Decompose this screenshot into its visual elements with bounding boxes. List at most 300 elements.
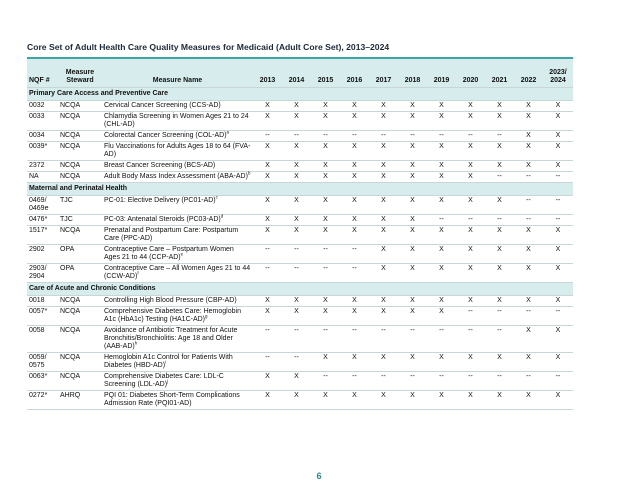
nqf-cell: 0469/ 0469e xyxy=(27,196,58,215)
year-mark-cell: X xyxy=(485,296,514,307)
year-mark-cell: -- xyxy=(427,215,456,226)
nqf-cell: 0057* xyxy=(27,307,58,326)
year-mark-cell: X xyxy=(340,101,369,112)
measure-name-text: Chlamydia Screening in Women Ages 21 to 24 (CHL-AD) xyxy=(104,113,249,128)
year-mark-cell: X xyxy=(427,101,456,112)
nqf-cell: 2903/ 2904 xyxy=(27,264,58,283)
year-mark-cell: X xyxy=(369,215,398,226)
year-mark-cell: X xyxy=(543,101,573,112)
table-row xyxy=(27,161,573,172)
table-row xyxy=(27,391,573,410)
year-mark-cell: X xyxy=(514,112,543,131)
measure-name-text: Colorectal Cancer Screening (COL-AD) xyxy=(104,132,227,139)
year-mark-cell: X xyxy=(340,142,369,161)
table-row xyxy=(27,142,573,161)
year-mark-cell: X xyxy=(485,391,514,410)
year-mark-cell: -- xyxy=(253,264,282,283)
year-mark-cell: X xyxy=(398,142,427,161)
year-mark-cell: -- xyxy=(311,264,340,283)
footnote-marker: f xyxy=(137,270,139,276)
year-mark-cell: X xyxy=(311,142,340,161)
steward-cell: NCQA xyxy=(58,372,102,391)
year-mark-cell: X xyxy=(543,326,573,353)
year-mark-cell: X xyxy=(253,372,282,391)
year-mark-cell: X xyxy=(398,296,427,307)
year-mark-cell: -- xyxy=(514,307,543,326)
nqf-cell: 0034 xyxy=(27,131,58,142)
measure-name-cell xyxy=(102,172,253,183)
footnote-marker: j xyxy=(167,378,169,384)
year-mark-cell: -- xyxy=(282,326,311,353)
year-mark-cell: X xyxy=(514,101,543,112)
year-mark-cell: -- xyxy=(514,196,543,215)
year-mark-cell: X xyxy=(514,264,543,283)
year-mark-cell: X xyxy=(340,172,369,183)
year-mark-cell: X xyxy=(514,353,543,372)
year-mark-cell: X xyxy=(282,307,311,326)
year-mark-cell: -- xyxy=(311,372,340,391)
year-mark-cell: -- xyxy=(311,326,340,353)
table-row xyxy=(27,112,573,131)
steward-cell: NCQA xyxy=(58,307,102,326)
measure-name-cell xyxy=(102,296,253,307)
header-steward: Measure Steward xyxy=(58,59,102,88)
steward-cell: NCQA xyxy=(58,161,102,172)
steward-cell: TJC xyxy=(58,215,102,226)
year-mark-cell: -- xyxy=(398,131,427,142)
year-mark-cell: X xyxy=(311,307,340,326)
year-mark-cell: -- xyxy=(253,326,282,353)
page-number: 6 xyxy=(316,471,322,481)
table-row xyxy=(27,131,573,142)
nqf-cell: 0272* xyxy=(27,391,58,410)
section-row xyxy=(27,283,573,296)
year-mark-cell: X xyxy=(514,226,543,245)
year-mark-cell: X xyxy=(369,226,398,245)
header-year: 2013 xyxy=(253,59,282,88)
year-mark-cell: -- xyxy=(427,131,456,142)
year-mark-cell: X xyxy=(514,161,543,172)
measures-table xyxy=(27,59,573,410)
year-mark-cell: X xyxy=(543,296,573,307)
year-mark-cell: X xyxy=(398,112,427,131)
header-row xyxy=(27,59,573,88)
year-mark-cell: X xyxy=(253,172,282,183)
year-mark-cell: X xyxy=(398,215,427,226)
year-mark-cell: X xyxy=(543,245,573,264)
year-mark-cell: -- xyxy=(543,215,573,226)
year-mark-cell: -- xyxy=(253,131,282,142)
measure-name-cell xyxy=(102,196,253,215)
year-mark-cell: X xyxy=(340,307,369,326)
year-mark-cell: X xyxy=(253,215,282,226)
year-mark-cell: X xyxy=(311,161,340,172)
year-mark-cell: X xyxy=(369,264,398,283)
table-row xyxy=(27,372,573,391)
measure-name-cell xyxy=(102,112,253,131)
steward-cell: NCQA xyxy=(58,131,102,142)
year-mark-cell: -- xyxy=(514,372,543,391)
year-mark-cell: -- xyxy=(398,372,427,391)
year-mark-cell: -- xyxy=(282,245,311,264)
measure-name-text: Controlling High Blood Pressure (CBP-AD) xyxy=(104,297,237,304)
year-mark-cell: X xyxy=(340,112,369,131)
year-mark-cell: -- xyxy=(485,307,514,326)
year-mark-cell: X xyxy=(311,101,340,112)
year-mark-cell: X xyxy=(456,196,485,215)
year-mark-cell: X xyxy=(340,391,369,410)
year-mark-cell: -- xyxy=(369,326,398,353)
year-mark-cell: X xyxy=(456,172,485,183)
year-mark-cell: X xyxy=(485,161,514,172)
year-mark-cell: -- xyxy=(543,196,573,215)
year-mark-cell: X xyxy=(456,353,485,372)
table-row xyxy=(27,172,573,183)
nqf-cell: 0033 xyxy=(27,112,58,131)
year-mark-cell: X xyxy=(543,391,573,410)
year-mark-cell: -- xyxy=(514,172,543,183)
nqf-cell: 0063* xyxy=(27,372,58,391)
measure-name-cell xyxy=(102,226,253,245)
year-mark-cell: X xyxy=(282,142,311,161)
year-mark-cell: X xyxy=(427,161,456,172)
year-mark-cell: X xyxy=(369,142,398,161)
measure-name-text: Comprehensive Diabetes Care: LDL-C Screening (LDL-AD) xyxy=(104,373,224,388)
year-mark-cell: -- xyxy=(543,307,573,326)
year-mark-cell: X xyxy=(311,172,340,183)
measure-name-cell xyxy=(102,353,253,372)
measure-name-text: Adult Body Mass Index Assessment (ABA-AD) xyxy=(104,173,248,180)
year-mark-cell: X xyxy=(398,196,427,215)
year-mark-cell: X xyxy=(282,161,311,172)
nqf-cell: 1517* xyxy=(27,226,58,245)
year-mark-cell: -- xyxy=(456,326,485,353)
year-mark-cell: X xyxy=(427,264,456,283)
year-mark-cell: X xyxy=(340,226,369,245)
year-mark-cell: X xyxy=(543,226,573,245)
year-mark-cell: -- xyxy=(282,131,311,142)
measure-name-text: Comprehensive Diabetes Care: Hemoglobin A1c (HbA1c) Testing (HA1C-AD) xyxy=(104,308,241,323)
year-mark-cell: X xyxy=(543,264,573,283)
year-mark-cell: -- xyxy=(369,131,398,142)
year-mark-cell: X xyxy=(398,226,427,245)
year-mark-cell: -- xyxy=(485,372,514,391)
year-mark-cell: -- xyxy=(311,131,340,142)
year-mark-cell: X xyxy=(543,161,573,172)
year-mark-cell: X xyxy=(398,245,427,264)
year-mark-cell: X xyxy=(514,245,543,264)
year-mark-cell: X xyxy=(253,296,282,307)
steward-cell: NCQA xyxy=(58,226,102,245)
header-year: 2021 xyxy=(485,59,514,88)
table-row xyxy=(27,296,573,307)
steward-cell: NCQA xyxy=(58,326,102,353)
year-mark-cell: X xyxy=(543,131,573,142)
steward-cell: OPA xyxy=(58,245,102,264)
table-row xyxy=(27,307,573,326)
year-mark-cell: X xyxy=(311,196,340,215)
year-mark-cell: X xyxy=(311,215,340,226)
footnote-marker: b xyxy=(247,170,251,176)
year-mark-cell: X xyxy=(427,112,456,131)
header-nqf: NQF # xyxy=(27,59,58,88)
year-mark-cell: X xyxy=(253,161,282,172)
year-mark-cell: X xyxy=(514,326,543,353)
year-mark-cell: X xyxy=(369,307,398,326)
steward-cell: NCQA xyxy=(58,353,102,372)
footnote-marker: h xyxy=(134,340,138,346)
measure-name-text: PQI 01: Diabetes Short-Term Complications Admission Rate (PQI01-AD) xyxy=(104,392,240,407)
table-row xyxy=(27,264,573,283)
year-mark-cell: X xyxy=(398,353,427,372)
nqf-cell: 0476* xyxy=(27,215,58,226)
year-mark-cell: -- xyxy=(369,372,398,391)
measure-name-text: PC-03: Antenatal Steroids (PC03-AD) xyxy=(104,216,221,223)
year-mark-cell: X xyxy=(427,172,456,183)
year-mark-cell: X xyxy=(340,215,369,226)
header-year: 2018 xyxy=(398,59,427,88)
nqf-cell: NA xyxy=(27,172,58,183)
steward-cell: NCQA xyxy=(58,172,102,183)
year-mark-cell: X xyxy=(282,172,311,183)
year-mark-cell: X xyxy=(369,196,398,215)
footnote-marker: i xyxy=(165,359,167,365)
nqf-cell: 0018 xyxy=(27,296,58,307)
year-mark-cell: -- xyxy=(485,215,514,226)
year-mark-cell: X xyxy=(282,215,311,226)
footnote-marker: c xyxy=(215,194,218,200)
footnote-marker: a xyxy=(226,129,230,135)
steward-cell: NCQA xyxy=(58,296,102,307)
year-mark-cell: X xyxy=(369,353,398,372)
measure-name-cell xyxy=(102,326,253,353)
measure-name-cell xyxy=(102,245,253,264)
table-title: Core Set of Adult Health Care Quality Measures for Medicaid (Adult Core Set), 2013–2024 xyxy=(27,42,390,52)
year-mark-cell: -- xyxy=(456,131,485,142)
year-mark-cell: X xyxy=(456,112,485,131)
year-mark-cell: X xyxy=(311,296,340,307)
table-row xyxy=(27,215,573,226)
year-mark-cell: X xyxy=(485,112,514,131)
table-row xyxy=(27,226,573,245)
measure-name-cell xyxy=(102,391,253,410)
year-mark-cell: X xyxy=(427,226,456,245)
footnote-marker: d xyxy=(220,213,224,219)
year-mark-cell: X xyxy=(456,142,485,161)
year-mark-cell: X xyxy=(514,391,543,410)
year-mark-cell: X xyxy=(369,112,398,131)
header-year: 2015 xyxy=(311,59,340,88)
header-year: 2014 xyxy=(282,59,311,88)
year-mark-cell: X xyxy=(282,372,311,391)
year-mark-cell: X xyxy=(514,142,543,161)
table-row xyxy=(27,101,573,112)
year-mark-cell: X xyxy=(427,142,456,161)
nqf-cell: 2902 xyxy=(27,245,58,264)
year-mark-cell: X xyxy=(543,112,573,131)
year-mark-cell: X xyxy=(398,161,427,172)
nqf-cell: 0039* xyxy=(27,142,58,161)
year-mark-cell: X xyxy=(253,142,282,161)
year-mark-cell: X xyxy=(514,131,543,142)
year-mark-cell: X xyxy=(485,226,514,245)
year-mark-cell: X xyxy=(543,353,573,372)
year-mark-cell: X xyxy=(253,112,282,131)
section-title: Care of Acute and Chronic Conditions xyxy=(27,283,573,296)
measure-name-text: Avoidance of Antibiotic Treatment for Acute Bronchitis/Bronchiolitis: Age 18 and Older (AAB-AD) xyxy=(104,327,238,350)
year-mark-cell: X xyxy=(456,101,485,112)
year-mark-cell: -- xyxy=(398,326,427,353)
measure-name-cell xyxy=(102,131,253,142)
year-mark-cell: X xyxy=(456,264,485,283)
steward-cell: NCQA xyxy=(58,112,102,131)
year-mark-cell: X xyxy=(456,391,485,410)
year-mark-cell: X xyxy=(282,296,311,307)
year-mark-cell: -- xyxy=(485,131,514,142)
measure-name-text: Contraceptive Care – All Women Ages 21 to 44 (CCW-AD) xyxy=(104,265,251,280)
footnote-marker: e xyxy=(180,251,184,257)
year-mark-cell: -- xyxy=(456,307,485,326)
steward-cell: NCQA xyxy=(58,142,102,161)
measure-name-text: Hemoglobin A1c Control for Patients With Diabetes (HBD-AD) xyxy=(104,354,233,369)
year-mark-cell: X xyxy=(282,196,311,215)
measures-table-wrapper xyxy=(27,57,573,410)
year-mark-cell: X xyxy=(427,307,456,326)
measure-name-text: Cervical Cancer Screening (CCS-AD) xyxy=(104,102,221,109)
measure-name-cell xyxy=(102,101,253,112)
steward-cell: OPA xyxy=(58,264,102,283)
year-mark-cell: X xyxy=(485,196,514,215)
header-year: 2023/ 2024 xyxy=(543,59,573,88)
steward-cell: TJC xyxy=(58,196,102,215)
year-mark-cell: -- xyxy=(456,372,485,391)
year-mark-cell: X xyxy=(282,101,311,112)
measure-name-cell xyxy=(102,142,253,161)
year-mark-cell: X xyxy=(398,307,427,326)
nqf-cell: 2372 xyxy=(27,161,58,172)
steward-cell: NCQA xyxy=(58,101,102,112)
year-mark-cell: X xyxy=(311,391,340,410)
year-mark-cell: -- xyxy=(340,131,369,142)
year-mark-cell: X xyxy=(340,196,369,215)
measure-name-text: Flu Vaccinations for Adults Ages 18 to 64 (FVA-AD) xyxy=(104,143,251,158)
year-mark-cell: -- xyxy=(282,264,311,283)
year-mark-cell: X xyxy=(253,101,282,112)
year-mark-cell: -- xyxy=(543,372,573,391)
year-mark-cell: X xyxy=(485,264,514,283)
year-mark-cell: X xyxy=(282,112,311,131)
header-year: 2022 xyxy=(514,59,543,88)
year-mark-cell: X xyxy=(369,161,398,172)
year-mark-cell: X xyxy=(427,353,456,372)
year-mark-cell: X xyxy=(369,101,398,112)
year-mark-cell: X xyxy=(369,172,398,183)
year-mark-cell: X xyxy=(311,353,340,372)
steward-cell: AHRQ xyxy=(58,391,102,410)
year-mark-cell: X xyxy=(282,391,311,410)
year-mark-cell: X xyxy=(485,101,514,112)
year-mark-cell: X xyxy=(543,142,573,161)
year-mark-cell: X xyxy=(398,264,427,283)
year-mark-cell: X xyxy=(398,172,427,183)
header-measure-name: Measure Name xyxy=(102,59,253,88)
section-row xyxy=(27,183,573,196)
table-row xyxy=(27,245,573,264)
nqf-cell: 0058 xyxy=(27,326,58,353)
year-mark-cell: -- xyxy=(514,215,543,226)
footnote-marker: g xyxy=(205,313,208,319)
year-mark-cell: -- xyxy=(340,372,369,391)
year-mark-cell: X xyxy=(485,245,514,264)
year-mark-cell: X xyxy=(427,196,456,215)
header-year: 2020 xyxy=(456,59,485,88)
year-mark-cell: X xyxy=(485,353,514,372)
section-row xyxy=(27,88,573,101)
year-mark-cell: X xyxy=(456,296,485,307)
table-row xyxy=(27,353,573,372)
year-mark-cell: X xyxy=(253,391,282,410)
measure-name-text: Contraceptive Care – Postpartum Women Ages 21 to 44 (CCP-AD) xyxy=(104,246,234,261)
year-mark-cell: X xyxy=(427,245,456,264)
year-mark-cell: X xyxy=(427,296,456,307)
year-mark-cell: -- xyxy=(253,245,282,264)
year-mark-cell: -- xyxy=(253,353,282,372)
year-mark-cell: -- xyxy=(340,264,369,283)
header-year: 2019 xyxy=(427,59,456,88)
year-mark-cell: X xyxy=(340,296,369,307)
year-mark-cell: -- xyxy=(543,172,573,183)
year-mark-cell: -- xyxy=(456,215,485,226)
year-mark-cell: X xyxy=(369,296,398,307)
measure-name-text: Breast Cancer Screening (BCS-AD) xyxy=(104,162,216,169)
year-mark-cell: -- xyxy=(427,372,456,391)
year-mark-cell: X xyxy=(253,226,282,245)
table-row xyxy=(27,196,573,215)
year-mark-cell: X xyxy=(514,296,543,307)
year-mark-cell: -- xyxy=(485,172,514,183)
table-row xyxy=(27,326,573,353)
nqf-cell: 0032 xyxy=(27,101,58,112)
measure-name-cell xyxy=(102,215,253,226)
measure-name-cell xyxy=(102,307,253,326)
measure-name-text: PC-01: Elective Delivery (PC01-AD) xyxy=(104,197,216,204)
year-mark-cell: -- xyxy=(485,326,514,353)
year-mark-cell: X xyxy=(282,226,311,245)
year-mark-cell: X xyxy=(456,226,485,245)
year-mark-cell: -- xyxy=(311,245,340,264)
year-mark-cell: -- xyxy=(340,326,369,353)
section-title: Maternal and Perinatal Health xyxy=(27,183,573,196)
year-mark-cell: -- xyxy=(282,353,311,372)
measure-name-text: Prenatal and Postpartum Care: Postpartum Care (PPC-AD) xyxy=(104,227,239,242)
year-mark-cell: X xyxy=(369,245,398,264)
year-mark-cell: X xyxy=(340,353,369,372)
year-mark-cell: X xyxy=(340,161,369,172)
year-mark-cell: X xyxy=(456,245,485,264)
year-mark-cell: -- xyxy=(340,245,369,264)
table-body xyxy=(27,88,573,410)
header-year: 2016 xyxy=(340,59,369,88)
year-mark-cell: X xyxy=(456,161,485,172)
year-mark-cell: X xyxy=(427,391,456,410)
year-mark-cell: X xyxy=(398,101,427,112)
year-mark-cell: -- xyxy=(427,326,456,353)
year-mark-cell: X xyxy=(485,142,514,161)
year-mark-cell: X xyxy=(369,391,398,410)
nqf-cell: 0059/ 0575 xyxy=(27,353,58,372)
year-mark-cell: X xyxy=(311,226,340,245)
header-year: 2017 xyxy=(369,59,398,88)
